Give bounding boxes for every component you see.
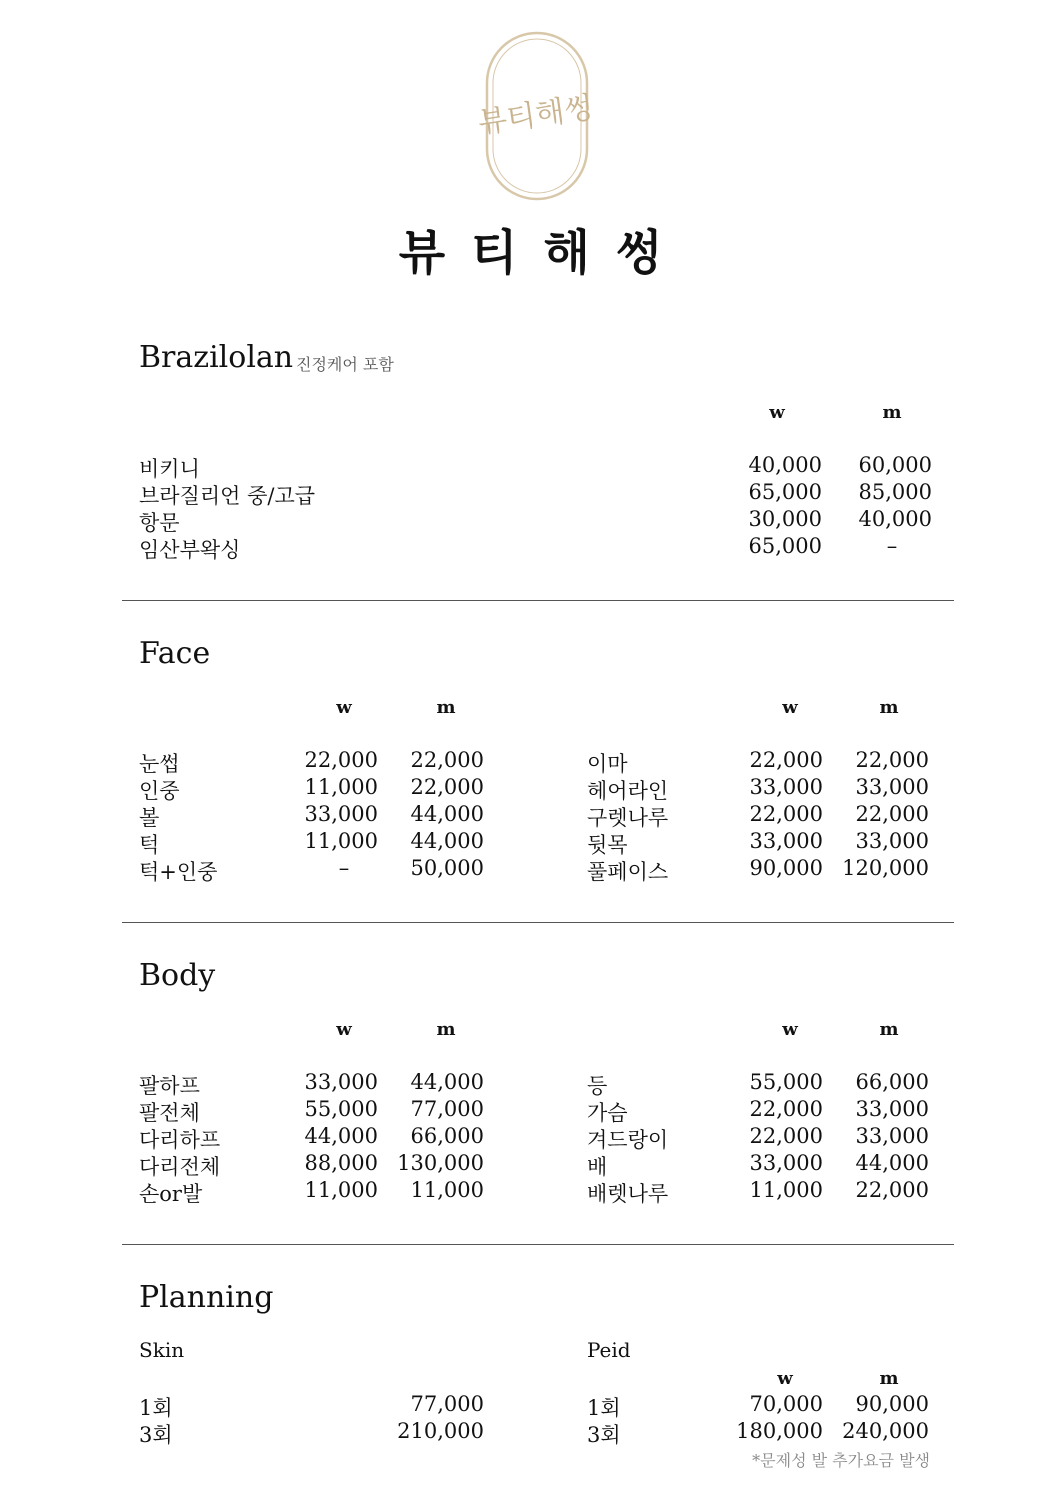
body-item-m: 44,000 bbox=[410, 1070, 484, 1094]
section-title-planning: Planning bbox=[139, 1280, 274, 1315]
body-item-name: 등 bbox=[587, 1074, 608, 1098]
face-item-w: 22,000 bbox=[304, 748, 378, 772]
body-item-m: 44,000 bbox=[855, 1151, 929, 1175]
body-item-w: 22,000 bbox=[749, 1097, 823, 1121]
brazilolan-item-name: 브라질리언 중/고급 bbox=[139, 484, 316, 508]
planning-peid-item-m: 240,000 bbox=[842, 1419, 929, 1443]
face-item-m: 22,000 bbox=[855, 748, 929, 772]
face-item-name: 이마 bbox=[587, 752, 628, 776]
face-right-col-w: w bbox=[782, 697, 798, 718]
body-item-w: 44,000 bbox=[304, 1124, 378, 1148]
body-item-w: 55,000 bbox=[304, 1097, 378, 1121]
face-left-col-m: m bbox=[436, 697, 456, 718]
face-item-name: 인중 bbox=[139, 779, 180, 803]
body-item-w: 55,000 bbox=[749, 1070, 823, 1094]
face-item-name: 뒷목 bbox=[587, 833, 628, 857]
planning-skin-label: Skin bbox=[139, 1338, 185, 1362]
planning-skin-item-name: 3회 bbox=[139, 1423, 173, 1447]
body-item-name: 다리하프 bbox=[139, 1128, 221, 1152]
planning-skin-item-name: 1회 bbox=[139, 1396, 173, 1420]
face-item-m: 50,000 bbox=[410, 856, 484, 880]
body-item-name: 팔전체 bbox=[139, 1101, 200, 1125]
brazilolan-item-w: 65,000 bbox=[748, 480, 822, 504]
body-item-w: 33,000 bbox=[749, 1151, 823, 1175]
face-item-m: 22,000 bbox=[410, 775, 484, 799]
body-left-col-m: m bbox=[436, 1019, 456, 1040]
brazilolan-col-w: w bbox=[769, 402, 785, 423]
face-item-m: 120,000 bbox=[842, 856, 929, 880]
body-item-m: 77,000 bbox=[410, 1097, 484, 1121]
face-item-m: 22,000 bbox=[855, 802, 929, 826]
body-item-w: 88,000 bbox=[304, 1151, 378, 1175]
body-item-w: 11,000 bbox=[304, 1178, 378, 1202]
brazilolan-item-m: 85,000 bbox=[858, 480, 932, 504]
section-subtitle-brazilolan: 진정케어 포함 bbox=[296, 355, 394, 374]
planning-note: *문제성 발 추가요금 발생 bbox=[752, 1451, 930, 1470]
planning-peid-item-w: 180,000 bbox=[736, 1419, 823, 1443]
body-item-m: 22,000 bbox=[855, 1178, 929, 1202]
brazilolan-item-m: 60,000 bbox=[858, 453, 932, 477]
body-item-w: 22,000 bbox=[749, 1124, 823, 1148]
face-item-m: 44,000 bbox=[410, 829, 484, 853]
face-item-w: 22,000 bbox=[749, 802, 823, 826]
section-divider bbox=[122, 1244, 954, 1245]
body-right-col-m: m bbox=[879, 1019, 899, 1040]
section-title-face: Face bbox=[139, 636, 211, 671]
body-item-name: 다리전체 bbox=[139, 1155, 221, 1179]
planning-peid-col-m: m bbox=[879, 1368, 899, 1389]
body-item-m: 33,000 bbox=[855, 1097, 929, 1121]
face-item-m: 33,000 bbox=[855, 829, 929, 853]
body-item-m: 66,000 bbox=[410, 1124, 484, 1148]
body-left-col-w: w bbox=[336, 1019, 352, 1040]
brand-title: 뷰티해썽 bbox=[398, 225, 689, 281]
face-item-name: 구렛나루 bbox=[587, 806, 669, 830]
brazilolan-col-m: m bbox=[882, 402, 902, 423]
face-item-name: 볼 bbox=[139, 806, 160, 830]
brazilolan-item-name: 항문 bbox=[139, 511, 180, 535]
brazilolan-item-name: 임산부왁싱 bbox=[139, 538, 241, 562]
face-left-col-w: w bbox=[336, 697, 352, 718]
face-item-name: 턱+인중 bbox=[139, 860, 218, 884]
planning-peid-item-m: 90,000 bbox=[855, 1392, 929, 1416]
planning-peid-label: Peid bbox=[587, 1338, 631, 1362]
brazilolan-item-name: 비키니 bbox=[139, 457, 200, 481]
body-item-name: 배렛나루 bbox=[587, 1182, 669, 1206]
face-item-w: 33,000 bbox=[304, 802, 378, 826]
planning-peid-item-name: 3회 bbox=[587, 1423, 621, 1447]
brazilolan-item-m: 40,000 bbox=[858, 507, 932, 531]
face-right-col-m: m bbox=[879, 697, 899, 718]
face-item-w: 90,000 bbox=[749, 856, 823, 880]
body-item-m: 66,000 bbox=[855, 1070, 929, 1094]
body-item-m: 11,000 bbox=[410, 1178, 484, 1202]
brazilolan-item-w: 65,000 bbox=[748, 534, 822, 558]
face-item-m: 33,000 bbox=[855, 775, 929, 799]
face-item-w: – bbox=[338, 856, 350, 880]
face-item-name: 턱 bbox=[139, 833, 160, 857]
body-right-col-w: w bbox=[782, 1019, 798, 1040]
face-item-name: 눈썹 bbox=[139, 752, 180, 776]
body-item-w: 11,000 bbox=[749, 1178, 823, 1202]
body-item-name: 배 bbox=[587, 1155, 608, 1179]
planning-peid-item-w: 70,000 bbox=[749, 1392, 823, 1416]
body-item-name: 손or발 bbox=[139, 1182, 203, 1206]
brazilolan-item-m: – bbox=[886, 534, 898, 558]
face-item-w: 33,000 bbox=[749, 829, 823, 853]
logo-text: 뷰티해썽 bbox=[475, 90, 596, 141]
planning-skin-item-price: 210,000 bbox=[397, 1419, 484, 1443]
planning-skin-item-price: 77,000 bbox=[410, 1392, 484, 1416]
face-item-name: 풀페이스 bbox=[587, 860, 669, 884]
body-item-name: 겨드랑이 bbox=[587, 1128, 669, 1152]
face-item-w: 11,000 bbox=[304, 829, 378, 853]
face-item-name: 헤어라인 bbox=[587, 779, 669, 803]
section-divider bbox=[122, 600, 954, 601]
face-item-m: 44,000 bbox=[410, 802, 484, 826]
body-item-m: 33,000 bbox=[855, 1124, 929, 1148]
section-title-brazilolan: Brazilolan bbox=[139, 340, 294, 375]
body-item-m: 130,000 bbox=[397, 1151, 484, 1175]
face-item-w: 11,000 bbox=[304, 775, 378, 799]
brazilolan-item-w: 30,000 bbox=[748, 507, 822, 531]
brand-logo bbox=[475, 30, 596, 202]
face-item-w: 22,000 bbox=[749, 748, 823, 772]
face-item-w: 33,000 bbox=[749, 775, 823, 799]
body-item-w: 33,000 bbox=[304, 1070, 378, 1094]
brazilolan-item-w: 40,000 bbox=[748, 453, 822, 477]
section-divider bbox=[122, 922, 954, 923]
face-item-m: 22,000 bbox=[410, 748, 484, 772]
planning-peid-col-w: w bbox=[777, 1368, 793, 1389]
body-item-name: 가슴 bbox=[587, 1101, 628, 1125]
planning-peid-item-name: 1회 bbox=[587, 1396, 621, 1420]
body-item-name: 팔하프 bbox=[139, 1074, 200, 1098]
section-title-body: Body bbox=[139, 958, 216, 993]
